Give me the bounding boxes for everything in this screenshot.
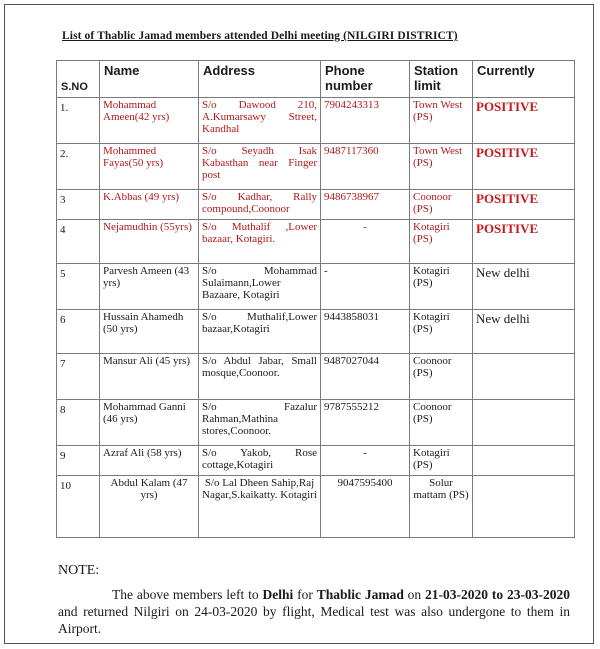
note-heading: NOTE: (58, 563, 100, 578)
table-row (57, 144, 575, 190)
status-badge: POSITIVE (476, 191, 539, 206)
cell-phone: 7904243313 (321, 98, 410, 144)
cell-sno: 4 (57, 220, 100, 264)
header-address: Address (199, 61, 321, 98)
note-emphasis: Thablic Jamad (316, 587, 404, 602)
cell-sno: 6 (57, 310, 100, 354)
cell-station: Coonoor (PS) (410, 400, 473, 446)
note-emphasis: 21-03-2020 to 23-03-2020 (425, 587, 570, 602)
cell-name: Mansur Ali (45 yrs) (100, 354, 199, 400)
table-row (57, 98, 575, 144)
cell-address: S/o Muthalif ,Lower bazaar, Kotagiri. (199, 220, 321, 264)
cell-phone: 9047595400 (321, 476, 410, 538)
table-row (57, 476, 575, 538)
cell-address: S/o Muthalif,Lower bazaar,Kotagiri (199, 310, 321, 354)
status-badge: POSITIVE (476, 145, 539, 160)
cell-address: S/o Fazalur Rahman,Mathina stores,Coonoor. (199, 400, 321, 446)
cell-station: Solur mattam (PS) (410, 476, 473, 538)
cell-name: Hussain Ahamedh (50 yrs) (100, 310, 199, 354)
cell-currently (473, 220, 575, 264)
cell-address: S/o Kadhar, Rally compound,Coonoor (199, 190, 321, 220)
header-sno: S.NO (57, 61, 100, 98)
cell-currently (473, 98, 575, 144)
cell-phone: 9487117360 (321, 144, 410, 190)
table-row (57, 310, 575, 354)
cell-address: S/o Lal Dheen Sahip,Raj Nagar,S.kaikatty. Kotagiri (199, 476, 321, 538)
status-badge: POSITIVE (476, 221, 539, 236)
cell-address: S/o Dawood 210, A.Kumarsawy Street, Kandhal (199, 98, 321, 144)
cell-phone: 9487027044 (321, 354, 410, 400)
cell-currently (473, 310, 575, 354)
cell-phone: 9787555212 (321, 400, 410, 446)
cell-name: Nejamudhin (55yrs) (100, 220, 199, 264)
cell-currently (473, 190, 575, 220)
cell-sno: 8 (57, 400, 100, 446)
cell-sno: 1. (57, 98, 100, 144)
cell-currently (473, 264, 575, 310)
header-station: Station limit (410, 61, 473, 98)
note-text: The above members left to (112, 587, 263, 602)
status-badge: New delhi (476, 265, 530, 280)
cell-name: Mohammad Ganni (46 yrs) (100, 400, 199, 446)
cell-sno: 3 (57, 190, 100, 220)
cell-station: Kotagiri (PS) (410, 446, 473, 476)
cell-currently (473, 400, 575, 446)
note-text: for (293, 587, 317, 602)
cell-address: S/o Yakob, Rose cottage,Kotagiri (199, 446, 321, 476)
cell-phone: - (321, 220, 410, 264)
cell-station: Town West (PS) (410, 98, 473, 144)
cell-currently (473, 446, 575, 476)
cell-sno: 10 (57, 476, 100, 538)
cell-station: Town West (PS) (410, 144, 473, 190)
cell-name: K.Abbas (49 yrs) (100, 190, 199, 220)
table-row (57, 220, 575, 264)
cell-phone: - (321, 446, 410, 476)
table-header-row (57, 61, 575, 98)
table-row (57, 190, 575, 220)
cell-station: Kotagiri (PS) (410, 220, 473, 264)
cell-sno: 5 (57, 264, 100, 310)
cell-name: Mohammad Ameen(42 yrs) (100, 98, 199, 144)
cell-address: S/o Mohammad Sulaimann,Lower Bazaare, Kotagiri (199, 264, 321, 310)
cell-currently (473, 476, 575, 538)
cell-sno: 7 (57, 354, 100, 400)
status-badge: POSITIVE (476, 99, 539, 114)
cell-name: Abdul Kalam (47 yrs) (100, 476, 199, 538)
cell-station: Kotagiri (PS) (410, 264, 473, 310)
note-paragraph (58, 586, 570, 637)
cell-name: Mohammed Fayas(50 yrs) (100, 144, 199, 190)
cell-name: Azraf Ali (58 yrs) (100, 446, 199, 476)
table-row (57, 446, 575, 476)
header-phone: Phone number (321, 61, 410, 98)
cell-station: Kotagiri (PS) (410, 310, 473, 354)
cell-sno: 2. (57, 144, 100, 190)
cell-name: Parvesh Ameen (43 yrs) (100, 264, 199, 310)
cell-address: S/o Abdul Jabar, Small mosque,Coonoor. (199, 354, 321, 400)
cell-phone: 9486738967 (321, 190, 410, 220)
note-text: and returned Nilgiri on 24-03-2020 by flight, Medical test was also undergone to them in Airport. (58, 604, 570, 636)
note-text: on (403, 587, 426, 602)
status-badge: New delhi (476, 311, 530, 326)
cell-address: S/o Seyadh Isak Kabasthan near Finger post (199, 144, 321, 190)
header-currently: Currently (473, 61, 575, 98)
members-table (56, 60, 575, 538)
cell-phone: 9443858031 (321, 310, 410, 354)
table-row (57, 264, 575, 310)
cell-currently (473, 354, 575, 400)
note-emphasis: Delhi (262, 587, 294, 602)
cell-station: Coonoor (PS) (410, 354, 473, 400)
header-name: Name (100, 61, 199, 98)
table-row (57, 354, 575, 400)
cell-sno: 9 (57, 446, 100, 476)
cell-currently (473, 144, 575, 190)
cell-phone: - (321, 264, 410, 310)
table-row (57, 400, 575, 446)
cell-station: Coonoor (PS) (410, 190, 473, 220)
document-title: List of Thablic Jamad members attended Delhi meeting (NILGIRI DISTRICT) (62, 30, 458, 42)
